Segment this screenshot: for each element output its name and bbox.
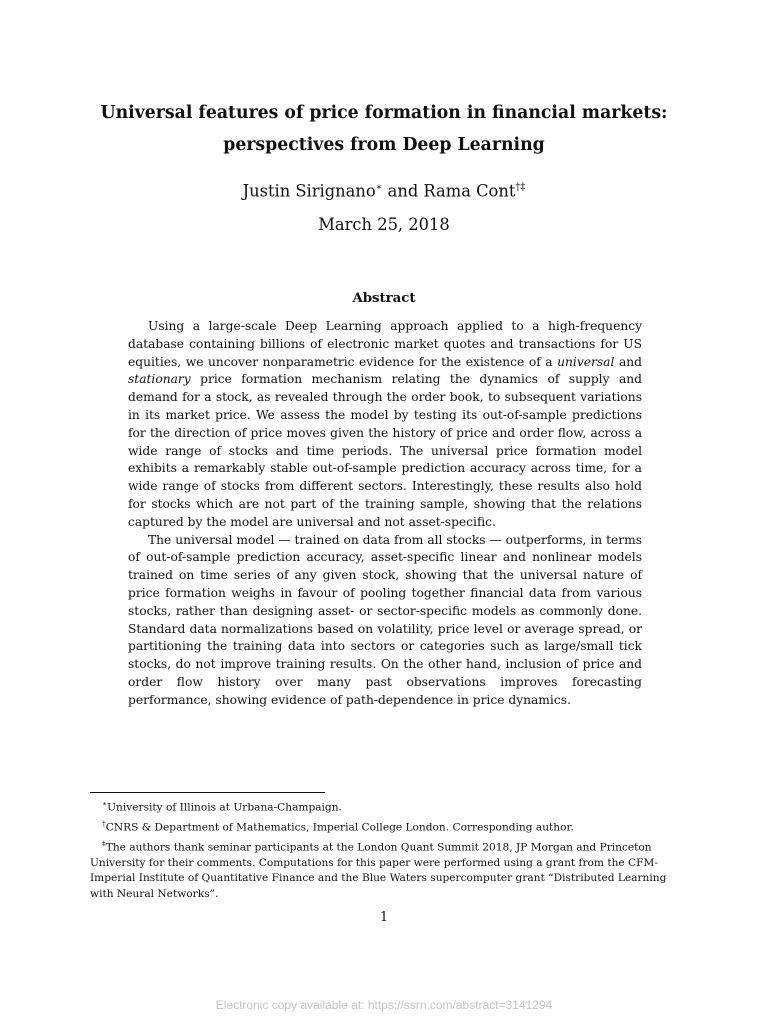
abstract-text: Using a large-scale Deep Learning approach applied to a high-frequency database containing billions of electronic market quotes and transactions for US equities, we uncover nonparametric evidence for the existence of a [128,319,642,369]
footnote-text: University of Illinois at Urbana-Champaign. [107,801,342,814]
author-footnote-mark: †‡ [515,182,526,193]
ssrn-notice[interactable]: Electronic copy available at: https://ssrn.com/abstract=3141294 [215,998,553,1012]
footnotes [90,796,679,902]
footnote-rule [90,792,325,793]
emphasis-universal: universal [557,354,615,369]
abstract-paragraph [128,318,642,532]
author-list [60,177,708,202]
author-name: Justin Sirignano [242,181,376,201]
title-line-2: perspectives from Deep Learning [223,135,545,155]
title-line-1: Universal features of price formation in financial markets: [100,103,668,123]
footnote-text: The authors thank seminar participants at the London Quant Summit 2018, JP Morgan and Princeton University for their comments. Computations for this paper were performed using a grant from the CFM-Imperial Institute of Quantitative Finance and the Blue Waters supercomputer grant “Distributed Learning with Neural Networks”. [90,841,667,900]
footnote-mark: ‡ [102,838,106,848]
author-separator: and [382,181,424,201]
footnote [90,796,679,816]
footnote-mark: ∗ [102,799,108,808]
abstract-heading: Abstract [352,291,416,306]
footnote-mark: † [102,818,106,828]
author-footnote-mark: ∗ [375,182,383,193]
abstract-text: price formation mechanism relating the dynamics of supply and demand for a stock, as revealed through the order book, to subsequent variations in its market price. We assess the model by testing its out-of-sample predictions for the direction of price moves given the history of price and order flow, across a wide range of stocks and time periods. The universal price formation model exhibits a remarkably stable out-of-sample prediction accuracy across time, for a wide range of stocks from different sectors. Interestingly, these results also hold for stocks which are not part of the training sample, showing that the relations captured by the model are universal and not asset-specific. [128,372,642,529]
abstract-paragraph: The universal model — trained on data from all stocks — outperforms, in terms of out-of-sample prediction accuracy, asset-specific linear and nonlinear models trained on time series of any given stock, showing that the universal nature of price formation weighs in favour of pooling together financial data from various stocks, rather than designing asset- or sector-specific models as commonly done. Standard data normalizations based on volatility, price level or average spread, or partitioning the training data into sectors or categories such as large/small tick stocks, do not improve training results. On the other hand, inclusion of price and order flow history over many past observations improves forecasting performance, showing evidence of path-dependence in price dynamics. [128,532,642,707]
abstract-text: and [614,354,642,369]
paper-date: March 25, 2018 [318,215,450,234]
footnote [90,816,679,836]
footnote [90,836,679,902]
page-number: 1 [379,910,389,925]
footnote-text: CNRS & Department of Mathematics, Imperial College London. Corresponding author. [105,821,574,834]
emphasis-stationary: stationary [128,372,191,387]
abstract-body [128,318,642,710]
paper-title [60,97,708,161]
author-name: Rama Cont [423,181,516,201]
